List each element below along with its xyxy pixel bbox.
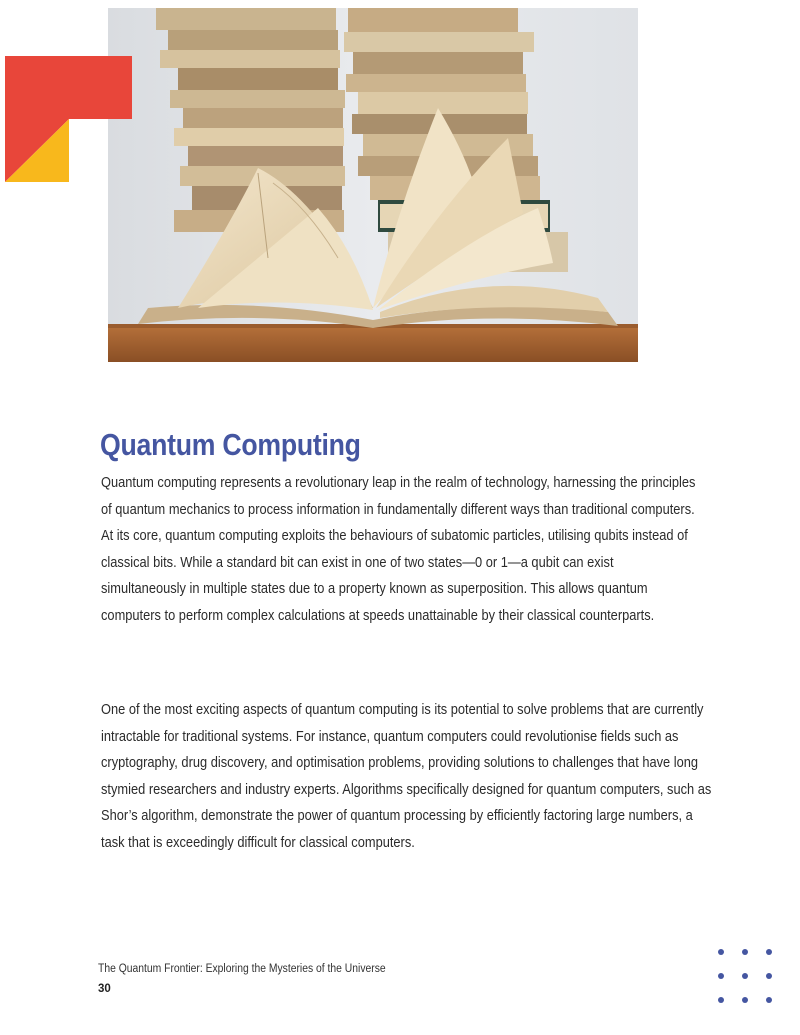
page-number: 30 [98, 983, 111, 995]
footer-book-title: The Quantum Frontier: Exploring the Mysteries of the Universe [98, 963, 386, 975]
dot-grid-decoration [712, 942, 782, 1012]
red-corner-shape [5, 56, 132, 119]
body-paragraph-1: Quantum computing represents a revolutionary leap in the realm of technology, harnessing the principles of quantum mechanics to process information in fundamentally different ways than traditional computers. At its core, quantum computing exploits the behaviours of subatomic particles, utilising qubits instead of classical bits. While a standard bit can exist in one of two states—0 or 1—a qubit can exist simultaneously in multiple states due to a property known as superposition. This allows quantum computers to perform complex calculations at speeds unattainable by their classical counterparts. [101, 475, 696, 624]
yellow-triangle-shape [5, 119, 69, 182]
books-photo [108, 8, 638, 362]
page-title: Quantum Computing [100, 427, 361, 462]
body-paragraph-2: One of the most exciting aspects of quantum computing is its potential to solve problems that are currently intractable for traditional systems. For instance, quantum computers could revolutionise fields such as cryptography, drug discovery, and optimisation problems, providing solutions to challenges that have long stymied researchers and industry experts. Algorithms specifically designed for quantum computers, such as Shor’s algorithm, demonstrate the power of quantum processing by efficiently factoring large numbers, a task that is exceedingly difficult for classical computers. [101, 702, 712, 851]
